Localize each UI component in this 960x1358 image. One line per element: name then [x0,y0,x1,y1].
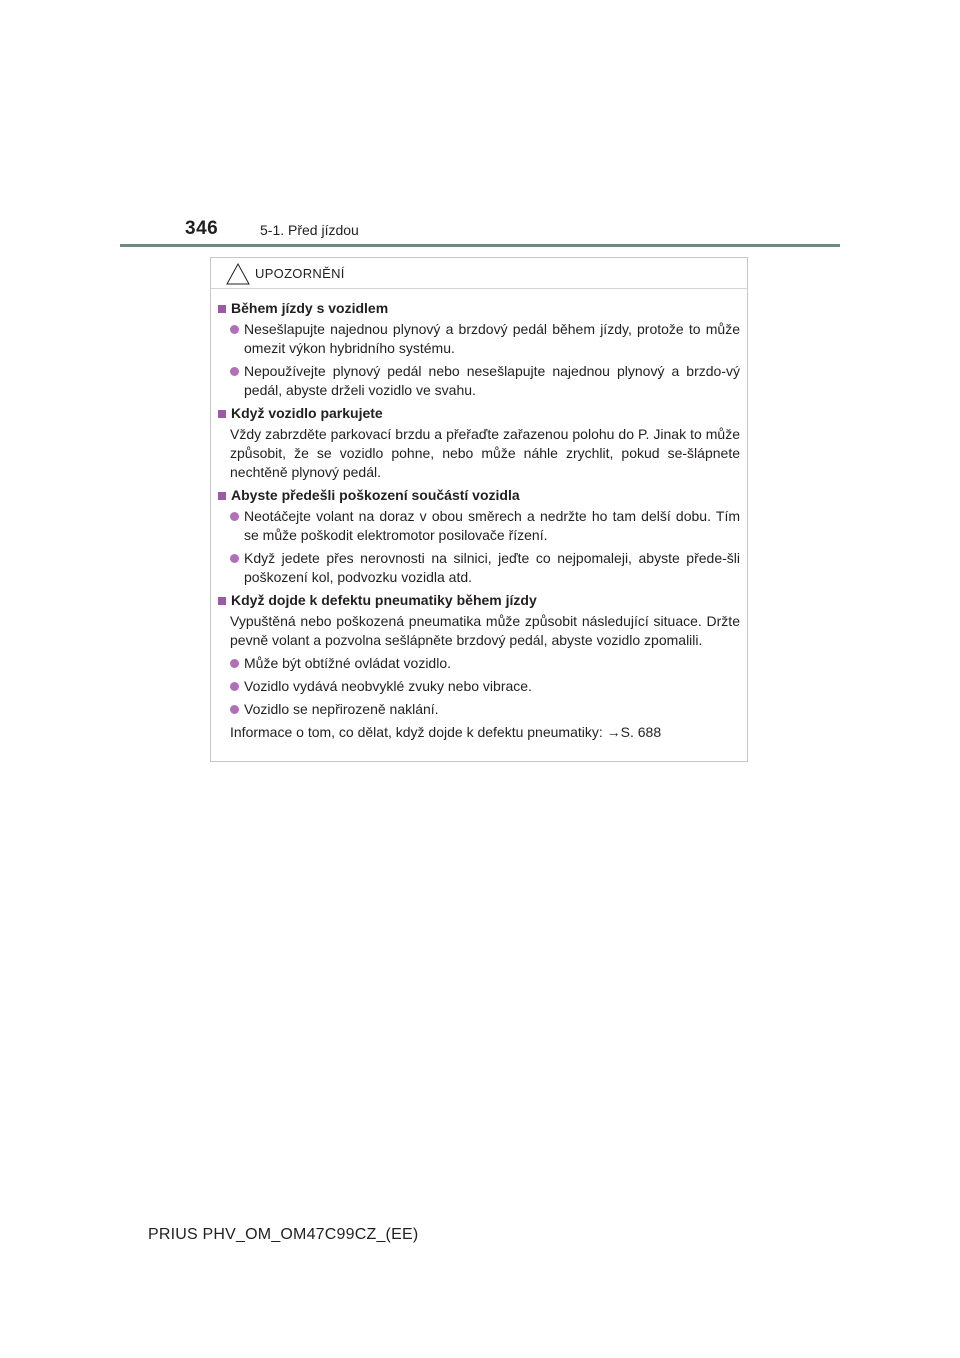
section-title: 5-1. Před jízdou [260,222,359,238]
section-heading [218,591,740,610]
bullet-item [218,549,740,587]
bullet-text: Nepoužívejte plynový pedál nebo nesešlapujte najednou plynový a brzdo-vý pedál, abyste drželi vozidlo ve svahu. [244,363,740,398]
bullet-item [218,362,740,400]
round-bullet-icon [230,659,239,668]
section-heading [218,404,740,423]
round-bullet-icon [230,367,239,376]
warning-section [218,404,740,482]
bullet-item [218,654,740,673]
bullet-text: Když jedete přes nerovnosti na silnici, jeďte co nejpomaleji, abyste přede-šli poškození kol, podvozku vozidla atd. [244,550,740,585]
bullet-item [218,320,740,358]
section-heading-text: Když vozidlo parkujete [231,405,383,421]
round-bullet-icon [230,554,239,563]
bullet-text: Vozidlo vydává neobvyklé zvuky nebo vibrace. [244,678,532,694]
document-id: PRIUS PHV_OM_OM47C99CZ_(EE) [148,1226,419,1243]
section-trailing-note: Informace o tom, co dělat, když dojde k defektu pneumatiky: →S. 688 [230,724,662,740]
warning-label: UPOZORNĚNÍ [255,266,345,281]
section-paragraph: Vypuštěná nebo poškozená pneumatika může způsobit následující situace. Držte pevně volant a pozvolna sešlápněte brzdový pedál, abyste vozidlo zpomalili. [230,613,740,648]
warning-section [218,591,740,742]
warning-triangle-icon [226,263,250,285]
bullet-text: Nesešlapujte najednou plynový a brzdový pedál během jízdy, protože to může omezit výkon hybridního systému. [244,321,740,356]
bullet-text: Může být obtížné ovládat vozidlo. [244,655,452,671]
page-number: 346 [185,218,219,239]
bullet-item [218,507,740,545]
round-bullet-icon [230,325,239,334]
bullet-item [218,700,740,719]
round-bullet-icon [230,705,239,714]
section-heading-text: Abyste předešli poškození součástí vozidla [231,487,520,503]
warning-section [218,299,740,400]
section-paragraph: Vždy zabrzděte parkovací brzdu a přeřaďte zařazenou polohu do P. Jinak to může způsobit, že se vozidlo pohne, nebo může náhle zrychlit, pokud se-šlápnete nechtěně plynový pedál. [230,426,740,480]
header-rule [120,244,840,247]
bullet-text: Vozidlo se nepřirozeně naklání. [244,701,439,717]
section-heading [218,299,740,318]
round-bullet-icon [230,682,239,691]
round-bullet-icon [230,512,239,521]
square-bullet-icon [218,410,226,418]
bullet-item [218,677,740,696]
section-heading-text: Během jízdy s vozidlem [231,300,389,316]
warning-section [218,486,740,587]
bullet-text: Neotáčejte volant na doraz v obou směrech a nedržte ho tam delší dobu. Tím se může poškodit elektromotor posilovače řízení. [244,508,740,543]
square-bullet-icon [218,492,226,500]
warning-box [210,257,748,762]
warning-body [211,289,747,742]
warning-header [211,258,747,289]
square-bullet-icon [218,305,226,313]
section-heading-text: Když dojde k defektu pneumatiky během jízdy [231,592,537,608]
section-heading [218,486,740,505]
square-bullet-icon [218,597,226,605]
